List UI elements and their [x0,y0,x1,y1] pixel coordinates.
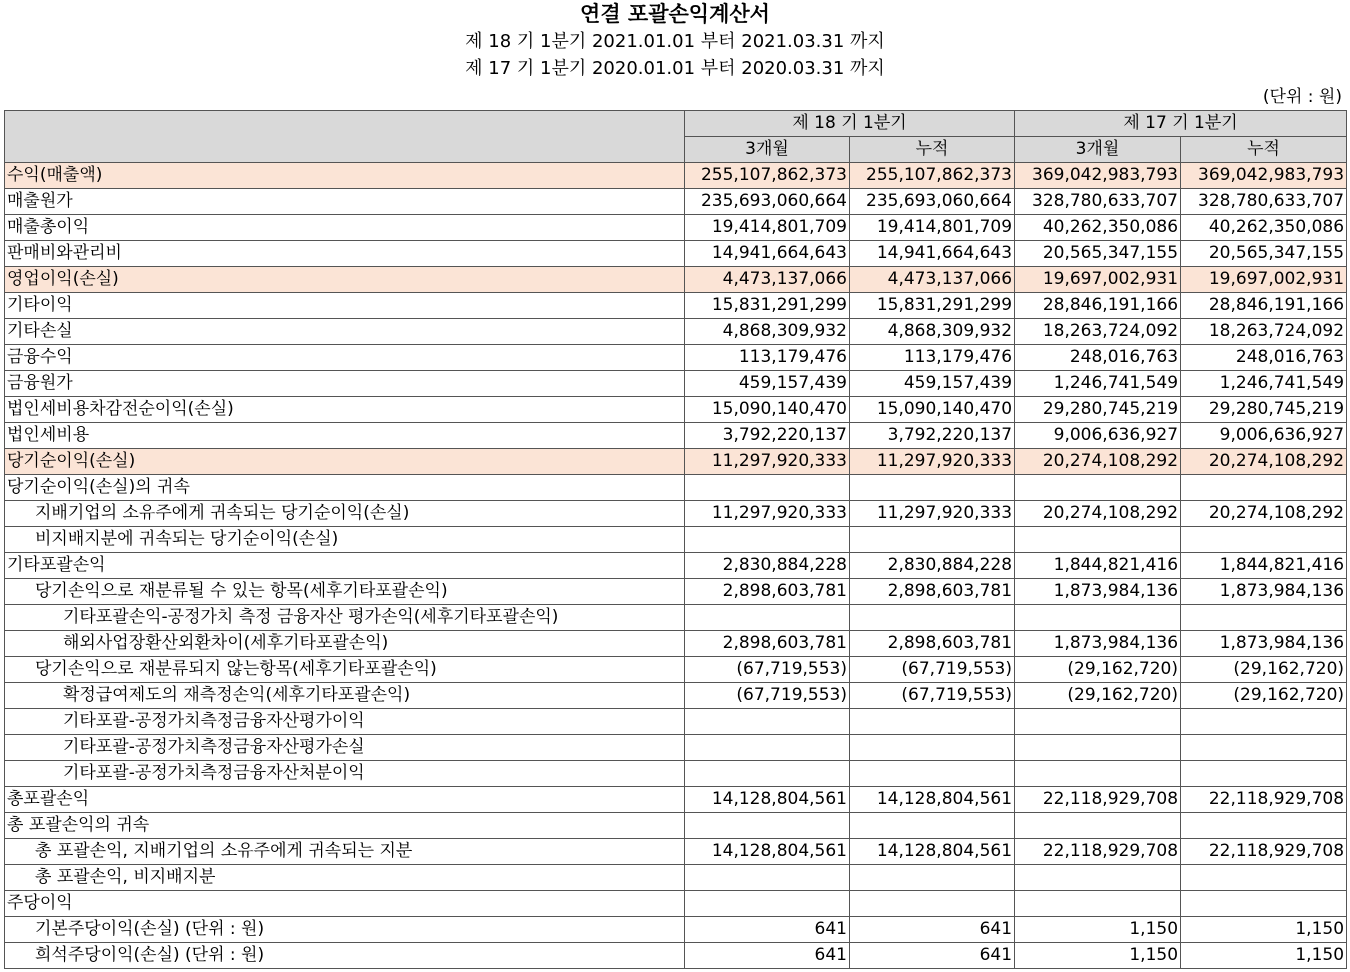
account-label: 기타포괄-공정가치측정금융자산처분이익 [5,761,685,787]
value-cell: 3,792,220,137 [850,423,1015,449]
table-row [5,891,1347,917]
table-body [5,163,1347,969]
value-cell: 22,118,929,708 [1015,787,1181,813]
table-row [5,761,1347,787]
value-cell: 19,697,002,931 [1015,267,1181,293]
value-cell: 328,780,633,707 [1015,189,1181,215]
account-label: 금융원가 [5,371,685,397]
value-cell: 22,118,929,708 [1181,839,1347,865]
value-cell: (67,719,553) [850,683,1015,709]
value-cell: 11,297,920,333 [685,449,850,475]
account-label: 비지배지분에 귀속되는 당기순이익(손실) [5,527,685,553]
value-cell: 113,179,476 [685,345,850,371]
account-label: 법인세비용 [5,423,685,449]
period-current: 제 18 기 1분기 2021.01.01 부터 2021.03.31 까지 [465,31,885,52]
table-row [5,345,1347,371]
account-label: 기타손실 [5,319,685,345]
value-cell: 40,262,350,086 [1181,215,1347,241]
account-label: 기본주당이익(손실) (단위 : 원) [5,917,685,943]
value-cell: 28,846,191,166 [1015,293,1181,319]
value-cell: 328,780,633,707 [1181,189,1347,215]
value-cell [685,475,850,501]
value-cell: 14,128,804,561 [685,787,850,813]
value-cell: 1,873,984,136 [1181,631,1347,657]
account-label: 기타이익 [5,293,685,319]
value-cell [685,865,850,891]
value-cell: 1,150 [1181,917,1347,943]
account-label: 판매비와관리비 [5,241,685,267]
table-row [5,475,1347,501]
header-sub-cumulative: 누적 [850,137,1015,163]
value-cell: 1,873,984,136 [1015,579,1181,605]
value-cell: (67,719,553) [685,657,850,683]
value-cell: 4,868,309,932 [685,319,850,345]
table-row [5,579,1347,605]
value-cell: 20,274,108,292 [1015,501,1181,527]
value-cell: 20,565,347,155 [1015,241,1181,267]
table-row [5,631,1347,657]
account-label: 법인세비용차감전순이익(손실) [5,397,685,423]
table-row [5,787,1347,813]
header-period-current: 제 18 기 1분기 [685,111,1015,137]
value-cell [850,709,1015,735]
table-row [5,865,1347,891]
table-row [5,163,1347,189]
account-label: 해외사업장환산외환차이(세후기타포괄손익) [5,631,685,657]
value-cell: 2,898,603,781 [685,631,850,657]
account-label: 총 포괄손익, 지배기업의 소유주에게 귀속되는 지분 [5,839,685,865]
value-cell: (29,162,720) [1015,683,1181,709]
value-cell [685,605,850,631]
value-cell [850,735,1015,761]
value-cell: 255,107,862,373 [850,163,1015,189]
value-cell: 18,263,724,092 [1181,319,1347,345]
value-cell: 2,830,884,228 [685,553,850,579]
value-cell: 248,016,763 [1015,345,1181,371]
value-cell [685,813,850,839]
value-cell: 255,107,862,373 [685,163,850,189]
table-row [5,397,1347,423]
value-cell [1015,891,1181,917]
table-row [5,527,1347,553]
value-cell: (67,719,553) [685,683,850,709]
table-row [5,293,1347,319]
account-label: 기타포괄손익 [5,553,685,579]
value-cell: 20,274,108,292 [1181,449,1347,475]
table-row [5,449,1347,475]
value-cell: 28,846,191,166 [1181,293,1347,319]
value-cell: 641 [685,943,850,969]
value-cell [1181,865,1347,891]
header-row-periods [5,111,1347,137]
value-cell: 2,898,603,781 [685,579,850,605]
value-cell [1181,527,1347,553]
table-row [5,371,1347,397]
value-cell: 14,128,804,561 [685,839,850,865]
value-cell: 14,128,804,561 [850,787,1015,813]
header-account-cell [5,111,685,163]
value-cell: 1,150 [1181,943,1347,969]
header-sub-3months: 3개월 [685,137,850,163]
value-cell [850,761,1015,787]
value-cell: 14,128,804,561 [850,839,1015,865]
value-cell [1015,735,1181,761]
value-cell [1015,527,1181,553]
value-cell [685,735,850,761]
value-cell [850,527,1015,553]
value-cell: 15,090,140,470 [685,397,850,423]
value-cell [1181,761,1347,787]
value-cell: 1,844,821,416 [1181,553,1347,579]
table-row [5,501,1347,527]
account-label: 수익(매출액) [5,163,685,189]
value-cell [850,475,1015,501]
value-cell: 248,016,763 [1181,345,1347,371]
income-statement-table [4,110,1347,969]
value-cell: 641 [685,917,850,943]
table-row [5,215,1347,241]
value-cell: 15,831,291,299 [850,293,1015,319]
value-cell: 113,179,476 [850,345,1015,371]
table-row [5,813,1347,839]
table-row [5,189,1347,215]
value-cell: 4,473,137,066 [685,267,850,293]
value-cell [850,813,1015,839]
value-cell: 19,697,002,931 [1181,267,1347,293]
value-cell [1015,865,1181,891]
account-label: 당기손익으로 재분류되지 않는항목(세후기타포괄손익) [5,657,685,683]
value-cell: 20,274,108,292 [1181,501,1347,527]
value-cell: 235,693,060,664 [685,189,850,215]
value-cell: 19,414,801,709 [850,215,1015,241]
value-cell: 1,246,741,549 [1015,371,1181,397]
account-label: 지배기업의 소유주에게 귀속되는 당기순이익(손실) [5,501,685,527]
value-cell: 1,873,984,136 [1181,579,1347,605]
value-cell: 1,873,984,136 [1015,631,1181,657]
table-row [5,423,1347,449]
unit-label: (단위 : 원) [1262,87,1342,107]
value-cell: 14,941,664,643 [850,241,1015,267]
account-label: 매출총이익 [5,215,685,241]
value-cell: 369,042,983,793 [1181,163,1347,189]
value-cell [1015,761,1181,787]
value-cell [1181,735,1347,761]
value-cell: 369,042,983,793 [1015,163,1181,189]
value-cell: 11,297,920,333 [685,501,850,527]
value-cell: (67,719,553) [850,657,1015,683]
value-cell [850,891,1015,917]
value-cell: 22,118,929,708 [1181,787,1347,813]
value-cell: 1,246,741,549 [1181,371,1347,397]
value-cell: 11,297,920,333 [850,449,1015,475]
table-row [5,917,1347,943]
value-cell: 4,473,137,066 [850,267,1015,293]
value-cell: 19,414,801,709 [685,215,850,241]
value-cell [685,761,850,787]
value-cell: 15,090,140,470 [850,397,1015,423]
value-cell: 40,262,350,086 [1015,215,1181,241]
account-label: 총 포괄손익, 비지배지분 [5,865,685,891]
value-cell: (29,162,720) [1015,657,1181,683]
value-cell: 18,263,724,092 [1015,319,1181,345]
value-cell: (29,162,720) [1181,657,1347,683]
account-label: 당기손익으로 재분류될 수 있는 항목(세후기타포괄손익) [5,579,685,605]
value-cell: (29,162,720) [1181,683,1347,709]
value-cell [1181,709,1347,735]
value-cell: 1,150 [1015,917,1181,943]
account-label: 희석주당이익(손실) (단위 : 원) [5,943,685,969]
account-label: 기타포괄손익-공정가치 측정 금융자산 평가손익(세후기타포괄손익) [5,605,685,631]
table-row [5,943,1347,969]
value-cell: 2,898,603,781 [850,631,1015,657]
account-label: 기타포괄-공정가치측정금융자산평가이익 [5,709,685,735]
value-cell: 9,006,636,927 [1181,423,1347,449]
value-cell: 641 [850,943,1015,969]
account-label: 기타포괄-공정가치측정금융자산평가손실 [5,735,685,761]
value-cell: 641 [850,917,1015,943]
value-cell: 2,830,884,228 [850,553,1015,579]
value-cell: 459,157,439 [685,371,850,397]
value-cell: 4,868,309,932 [850,319,1015,345]
value-cell [1015,605,1181,631]
account-label: 영업이익(손실) [5,267,685,293]
value-cell [1015,475,1181,501]
account-label: 주당이익 [5,891,685,917]
value-cell [850,865,1015,891]
value-cell: 235,693,060,664 [850,189,1015,215]
value-cell [1181,813,1347,839]
account-label: 총 포괄손익의 귀속 [5,813,685,839]
table-row [5,553,1347,579]
account-label: 확정급여제도의 재측정손익(세후기타포괄손익) [5,683,685,709]
value-cell: 1,844,821,416 [1015,553,1181,579]
value-cell: 2,898,603,781 [850,579,1015,605]
account-label: 매출원가 [5,189,685,215]
value-cell: 15,831,291,299 [685,293,850,319]
statement-title: 연결 포괄손익계산서 [580,2,770,26]
value-cell: 29,280,745,219 [1181,397,1347,423]
value-cell [685,709,850,735]
account-label: 금융수익 [5,345,685,371]
table-row [5,735,1347,761]
value-cell [1181,891,1347,917]
account-label: 당기순이익(손실)의 귀속 [5,475,685,501]
value-cell: 11,297,920,333 [850,501,1015,527]
header-sub-cumulative: 누적 [1181,137,1347,163]
value-cell [1015,813,1181,839]
table-row [5,319,1347,345]
table-row [5,657,1347,683]
value-cell: 9,006,636,927 [1015,423,1181,449]
value-cell: 459,157,439 [850,371,1015,397]
value-cell: 20,565,347,155 [1181,241,1347,267]
account-label: 당기순이익(손실) [5,449,685,475]
table-row [5,267,1347,293]
value-cell: 20,274,108,292 [1015,449,1181,475]
table-row [5,605,1347,631]
value-cell: 22,118,929,708 [1015,839,1181,865]
table-row [5,709,1347,735]
value-cell [1015,709,1181,735]
table-row [5,241,1347,267]
value-cell [850,605,1015,631]
header-sub-3months: 3개월 [1015,137,1181,163]
table-row [5,839,1347,865]
value-cell: 1,150 [1015,943,1181,969]
value-cell [685,527,850,553]
value-cell [1181,605,1347,631]
period-prior: 제 17 기 1분기 2020.01.01 부터 2020.03.31 까지 [465,58,885,79]
table-row [5,683,1347,709]
value-cell: 14,941,664,643 [685,241,850,267]
value-cell [685,891,850,917]
header-period-prior: 제 17 기 1분기 [1015,111,1347,137]
value-cell: 29,280,745,219 [1015,397,1181,423]
value-cell [1181,475,1347,501]
account-label: 총포괄손익 [5,787,685,813]
value-cell: 3,792,220,137 [685,423,850,449]
